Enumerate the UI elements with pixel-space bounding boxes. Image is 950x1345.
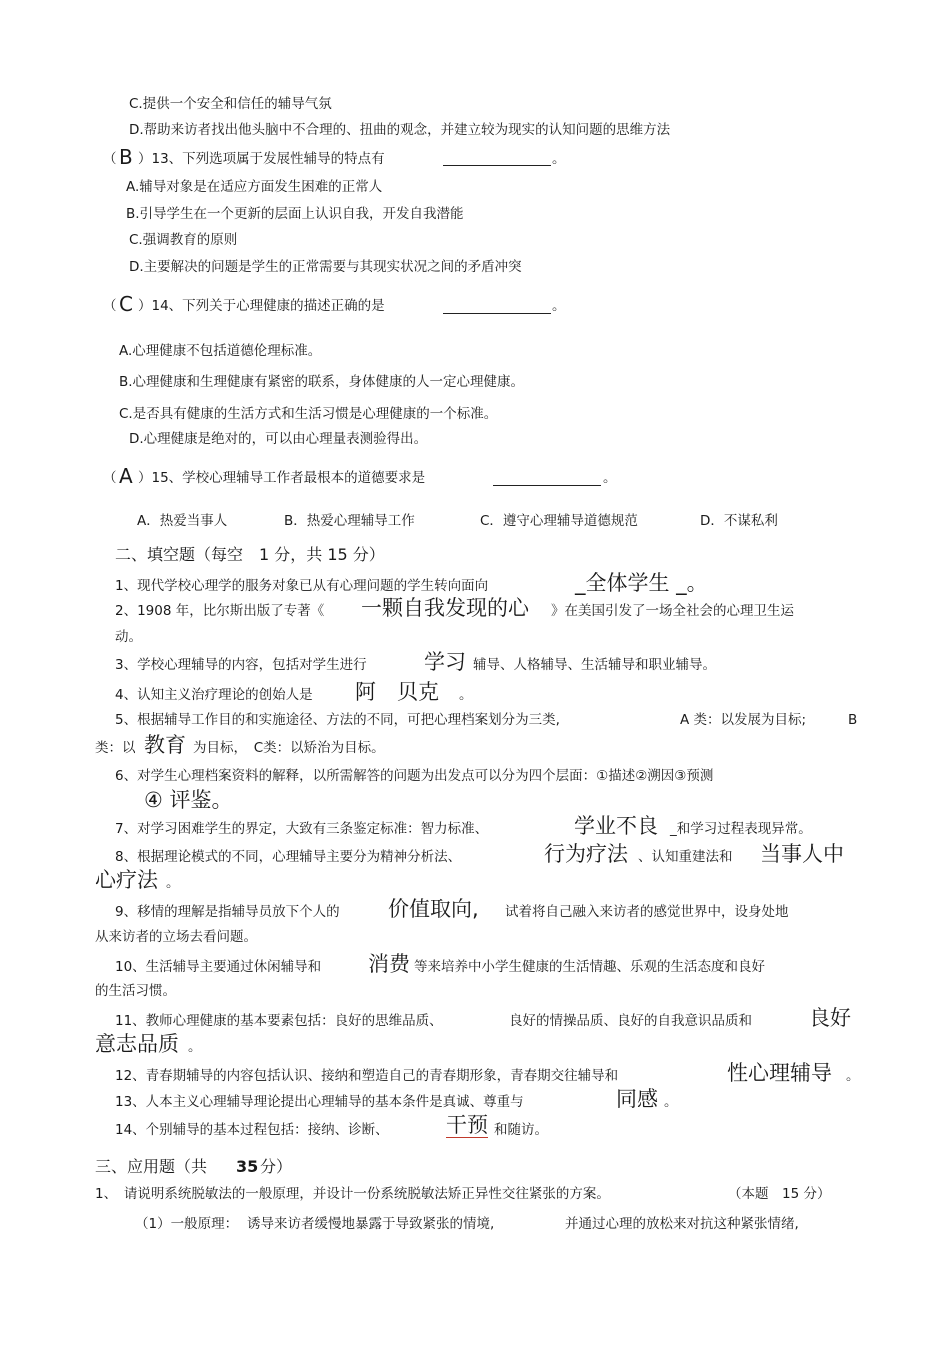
fill11-text3: 。	[188, 1039, 202, 1055]
fill7-text: 7、对学习困难学生的界定，大致有三条鉴定标准：智力标准、	[115, 821, 489, 837]
fill4-answer: 阿 贝克	[355, 680, 439, 704]
q12-option-d: D.帮助来访者找出他头脑中不合理的、扭曲的观念，并建立较为现实的认知问题的思维方法	[129, 122, 671, 138]
fill11-text2: 良好的情操品质、良好的自我意识品质和	[509, 1013, 752, 1029]
fill12-text: 12、青春期辅导的内容包括认识、接纳和塑造自己的青春期形象，青春期交往辅导和	[115, 1068, 619, 1084]
fill9-text3: 从来访者的立场去看问题。	[95, 929, 257, 945]
fill14-text2: 和随访。	[494, 1122, 548, 1138]
q13-blank	[443, 165, 551, 166]
fill8-text2: 、认知重建法和	[638, 849, 733, 865]
fill13-answer: 同感	[616, 1087, 658, 1111]
fill5-text2: A 类：以发展为目标;	[680, 712, 807, 728]
fill10-answer: 消费	[368, 952, 410, 976]
app-q1-text: 1、 请说明系统脱敏法的一般原理，并设计一份系统脱敏法矫正异性交往紧张的方案。	[95, 1186, 610, 1202]
app-q1-answer-label: （1）一般原理：	[135, 1216, 239, 1232]
section2-title: 二、填空题（每空 1 分，共 15 分）	[115, 545, 385, 564]
fill8-answer: 行为疗法	[544, 842, 628, 866]
fill9-text: 9、移情的理解是指辅导员放下个人的	[115, 904, 340, 920]
q13-answer: B	[119, 145, 133, 169]
fill9-text2: 试着将自己融入来访者的感觉世界中，设身处地	[505, 904, 789, 920]
fill2-text: 2、1908 年，比尔斯出版了专著《	[115, 603, 325, 619]
q13-stem: ）13、下列选项属于发展性辅导的特点有	[138, 151, 385, 167]
fill12-text2: 。	[846, 1068, 860, 1084]
q14-option-b: B.心理健康和生理健康有紧密的联系，身体健康的人一定心理健康。	[119, 374, 525, 390]
fill14-answer: 干预	[446, 1113, 488, 1137]
q13-end: 。	[552, 151, 566, 167]
q15-end: 。	[603, 470, 617, 486]
q15-stem: ）15、学校心理辅导工作者最根本的道德要求是	[138, 470, 426, 486]
fill3-text: 3、学校心理辅导的内容，包括对学生进行	[115, 657, 367, 673]
q15-blank	[493, 485, 601, 486]
q14-option-c: C.是否具有健康的生活方式和生活习惯是心理健康的一个标准。	[119, 406, 498, 422]
fill3-text2: 辅导、人格辅导、生活辅导和职业辅导。	[473, 657, 716, 673]
fill10-text3: 的生活习惯。	[95, 983, 176, 999]
fill7-text2: _和学习过程表现异常。	[670, 821, 812, 837]
q15-option-b: B．热爱心理辅导工作	[284, 513, 415, 529]
fill5-text: 5、根据辅导工作目的和实施途径、方法的不同，可把心理档案划分为三类,	[115, 712, 560, 728]
fill10-text2: 等来培养中小学生健康的生活情趣、乐观的生活态度和良好	[414, 959, 765, 975]
fill6-answer: ④ 评鉴。	[144, 788, 233, 812]
fill1-answer: _全体学生 _。	[575, 571, 708, 595]
q13-option-b: B.引导学生在一个更新的层面上认识自我，开发自我潜能	[126, 206, 464, 222]
fill10-text: 10、生活辅导主要通过休闲辅导和	[115, 959, 322, 975]
q14-option-d: D.心理健康是绝对的，可以由心理量表测验得出。	[129, 431, 428, 447]
fill5-text5: 为目标， C类：以矫治为目标。	[193, 740, 385, 756]
fill2-text2: 》在美国引发了一场全社会的心理卫生运	[551, 603, 794, 619]
fill7-answer: 学业不良	[574, 814, 658, 838]
section3-title-c: 分）	[260, 1157, 293, 1176]
q14-stem: ）14、下列关于心理健康的描述正确的是	[138, 298, 385, 314]
q14-option-a: A.心理健康不包括道德伦理标准。	[119, 343, 322, 359]
q15-answer: A	[119, 464, 133, 488]
fill8-text3: 。	[166, 875, 180, 891]
fill8-text: 8、根据理论模式的不同，心理辅导主要分为精神分析法、	[115, 849, 462, 865]
fill13-text2: 。	[664, 1094, 678, 1110]
fill11-answer2: 意志品质	[95, 1032, 179, 1056]
fill11-text: 11、教师心理健康的基本要素包括：良好的思维品质、	[115, 1013, 443, 1029]
fill6-text: 6、对学生心理档案资料的解释，以所需解答的问题为出发点可以分为四个层面：①描述②溯因③预测	[115, 768, 714, 784]
app-q1-score: （本题 15 分）	[728, 1186, 831, 1202]
app-q1-answer-text: 诱导来访者缓慢地暴露于导致紧张的情境,	[247, 1216, 495, 1232]
fill8-answer3: 心疗法	[95, 868, 158, 892]
q15-option-a: A．热爱当事人	[137, 513, 228, 529]
section3-title-score: 35	[236, 1157, 259, 1176]
q14-end: 。	[552, 298, 566, 314]
q13-open-paren: （	[103, 151, 117, 167]
q14-open-paren: （	[103, 298, 117, 314]
fill13-text: 13、人本主义心理辅导理论提出心理辅导的基本条件是真诚、尊重与	[115, 1094, 524, 1110]
q12-option-c: C.提供一个安全和信任的辅导气氛	[129, 96, 332, 112]
fill5-text4: 类：以	[95, 740, 136, 756]
fill5-text3: B	[848, 712, 858, 728]
q13-option-d: D.主要解决的问题是学生的正常需要与其现实状况之间的矛盾冲突	[129, 259, 522, 275]
app-q1-answer-text2: 并通过心理的放松来对抗这种紧张情绪,	[565, 1216, 799, 1232]
fill5-answer: 教育	[144, 733, 186, 757]
fill1-text: 1、现代学校心理学的服务对象已从有心理问题的学生转向面向	[115, 578, 489, 594]
fill3-answer: 学习	[424, 650, 466, 674]
fill8-answer2: 当事人中	[760, 842, 844, 866]
q15-option-d: D．不谋私利	[700, 513, 778, 529]
fill12-answer: 性心理辅导	[727, 1061, 832, 1085]
q14-answer: C	[119, 292, 133, 316]
fill2-text3: 动。	[115, 629, 142, 645]
q14-blank	[443, 313, 551, 314]
q15-option-c: C．遵守心理辅导道德规范	[480, 513, 638, 529]
fill2-answer: 一颗自我发现的心	[361, 596, 529, 620]
fill4-text2: 。	[459, 687, 473, 703]
section3-title-a: 三、应用题（共	[95, 1157, 208, 1176]
fill4-text: 4、认知主义治疗理论的创始人是	[115, 687, 313, 703]
fill14-text: 14、个别辅导的基本过程包括：接纳、诊断、	[115, 1122, 389, 1138]
fill9-answer: 价值取向,	[388, 897, 479, 921]
fill11-answer: 良好	[809, 1006, 851, 1030]
q13-option-c: C.强调教育的原则	[129, 232, 238, 248]
q15-open-paren: （	[103, 470, 117, 486]
q13-option-a: A.辅导对象是在适应方面发生困难的正常人	[126, 179, 383, 195]
